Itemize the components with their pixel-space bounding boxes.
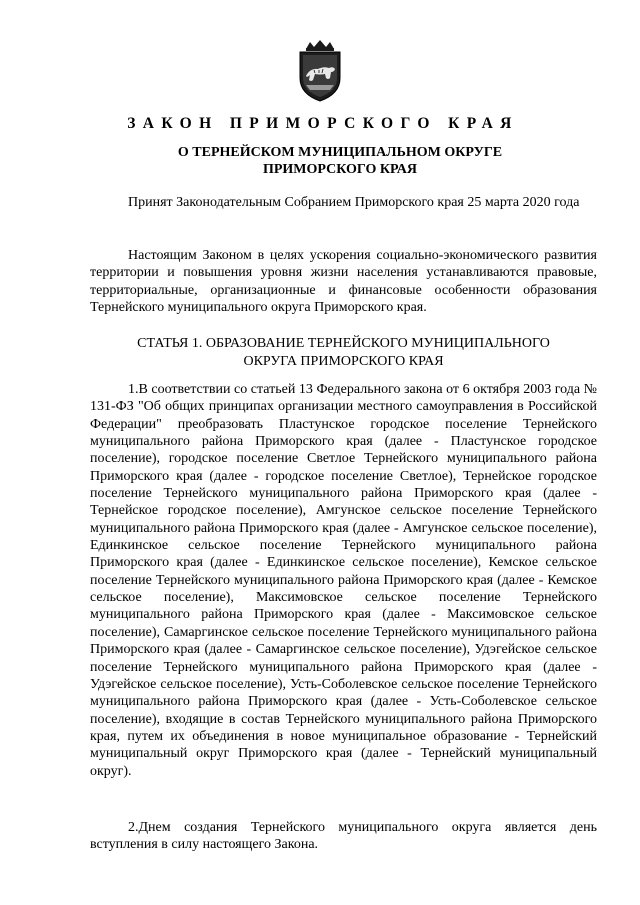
article-1-heading-line-1: СТАТЬЯ 1. ОБРАЗОВАНИЕ ТЕРНЕЙСКОГО МУНИЦИПАЛЬНОГО <box>137 336 550 351</box>
law-subtitle-line-1: О ТЕРНЕЙСКОМ МУНИЦИПАЛЬНОМ ОКРУГЕ <box>177 145 503 160</box>
law-subtitle-line-2: ПРИМОРСКОГО КРАЯ <box>262 162 418 177</box>
adoption-statement: Принят Законодательным Собранием Приморского края 25 марта 2020 года <box>128 195 580 210</box>
law-title: ЗАКОН ПРИМОРСКОГО КРАЯ <box>127 115 519 132</box>
article-1-paragraph-2: 2.Днем создания Тернейского муниципального округа является день вступления в силу настоящего Закона. <box>90 820 597 853</box>
law-subtitle <box>0 144 640 178</box>
coat-of-arms-icon <box>296 40 344 102</box>
article-1-paragraph-1: 1.В соответствии со статьей 13 Федерального закона от 6 октября 2003 года № 131-ФЗ "Об общих принципах организации местного самоуправления в Российской Федерации" преобразовать Пластунское городское поселение Тернейского муниципального района Приморского края (далее - Пластунское городское поселение), городское поселение Светлое Тернейского муниципального района Приморского края (далее - городское поселение Светлое), Тернейское городское поселение Тернейского муниципального района Приморского края (далее - Тернейское городское поселение), Амгунское сельское поселение Тернейского муниципального района Приморского края (далее - Амгунское сельское поселение), Единкинское сельское поселение Тернейского муниципального района Приморского края (далее - Единкинское сельское поселение), Кемское сельское поселение Тернейского муниципального района Приморского края (далее - Кемское сельское поселение), Максимовское сельское поселение Тернейского муниципального района Приморского края (далее - Максимовское сельское поселение), Самаргинское сельское поселение Тернейского муниципального района Приморского края (далее - Самаргинское сельское поселение), Удэгейское сельское поселение Тернейского муниципального района Приморского края (далее - Удэгейское сельское поселение), Усть-Соболевское сельское поселение Тернейского муниципального района Приморского края (далее - Усть-Соболевское сельское поселение), входящие в состав Тернейского муниципального района Приморского края, путем их объединения в новое муниципальное образование - Тернейский муниципальный округ Приморского края (далее - Тернейский муниципальный округ). <box>90 382 597 779</box>
article-1-heading <box>90 335 597 371</box>
article-1-heading-line-2: ОКРУГА ПРИМОРСКОГО КРАЯ <box>243 354 444 369</box>
preamble-paragraph: Настоящим Законом в целях ускорения социально-экономического развития территории и повышения уровня жизни населения устанавливаются правовые, территориальные, организационные и финансовые особенности образования Тернейского муниципального округа Приморского края. <box>90 248 597 316</box>
